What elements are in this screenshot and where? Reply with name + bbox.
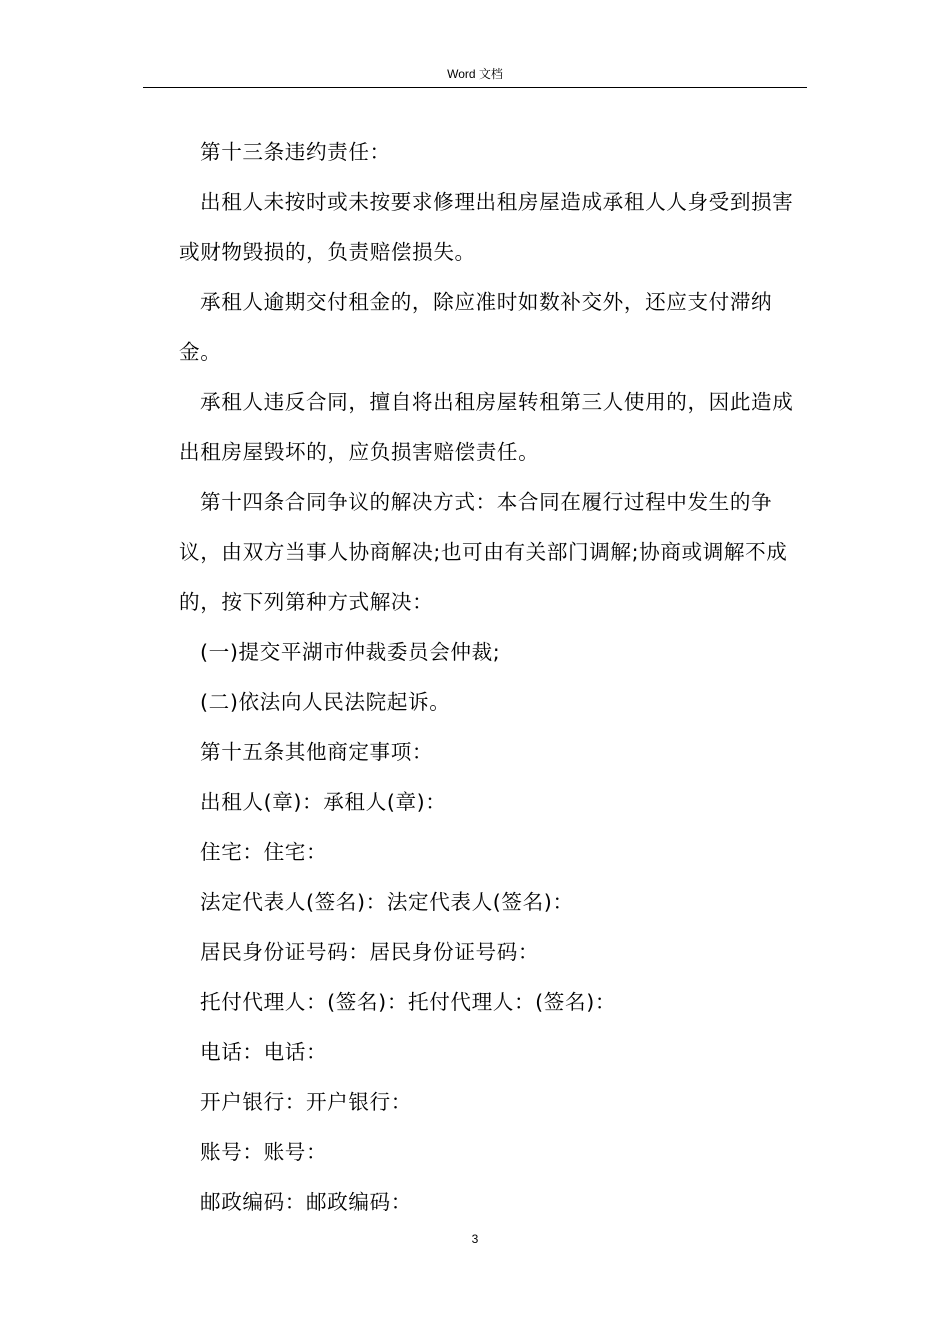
signature-address-line: 住宅：住宅： <box>200 840 328 864</box>
document-body <box>179 127 803 1227</box>
paragraph-article-15: 第十五条其他商定事项： <box>200 740 434 764</box>
signature-legal-rep-line: 法定代表人(签名)：法定代表人(签名)： <box>200 890 574 914</box>
signature-postcode-line: 邮政编码：邮政编码： <box>200 1190 412 1214</box>
paragraph-sublet-breach: 承租人违反合同，擅自将出租房屋转租第三人使用的，因此造成出租房屋毁坏的，应负损害赔偿责任。 <box>179 390 794 464</box>
paragraph-lessor-repair-liability: 出租人未按时或未按要求修理出租房屋造成承租人人身受到损害或财物毁损的，负责赔偿损失。 <box>179 190 794 264</box>
signature-account-line: 账号：账号： <box>200 1140 328 1164</box>
signature-agent-line: 托付代理人：(签名)：托付代理人：(签名)： <box>200 990 617 1014</box>
paragraph-article-13: 第十三条违约责任： <box>200 140 391 164</box>
page-number: 3 <box>471 1232 479 1246</box>
signature-id-number-line: 居民身份证号码：居民身份证号码： <box>200 940 540 964</box>
page-header-title: Word 文档 <box>447 67 503 81</box>
signature-phone-line: 电话：电话： <box>200 1040 328 1064</box>
paragraph-option-court: (二)依法向人民法院起诉。 <box>200 690 451 714</box>
paragraph-option-arbitration: (一)提交平湖市仲裁委员会仲裁; <box>200 640 501 664</box>
header-divider <box>143 87 807 88</box>
signature-bank-line: 开户银行：开户银行： <box>200 1090 412 1114</box>
paragraph-late-rent: 承租人逾期交付租金的，除应准时如数补交外，还应支付滞纳金。 <box>179 290 773 364</box>
paragraph-article-14: 第十四条合同争议的解决方式：本合同在履行过程中发生的争议，由双方当事人协商解决;也可由有关部门调解;协商或调解不成的，按下列第种方式解决： <box>179 490 788 614</box>
signature-seal-line: 出租人(章)：承租人(章)： <box>200 790 447 814</box>
